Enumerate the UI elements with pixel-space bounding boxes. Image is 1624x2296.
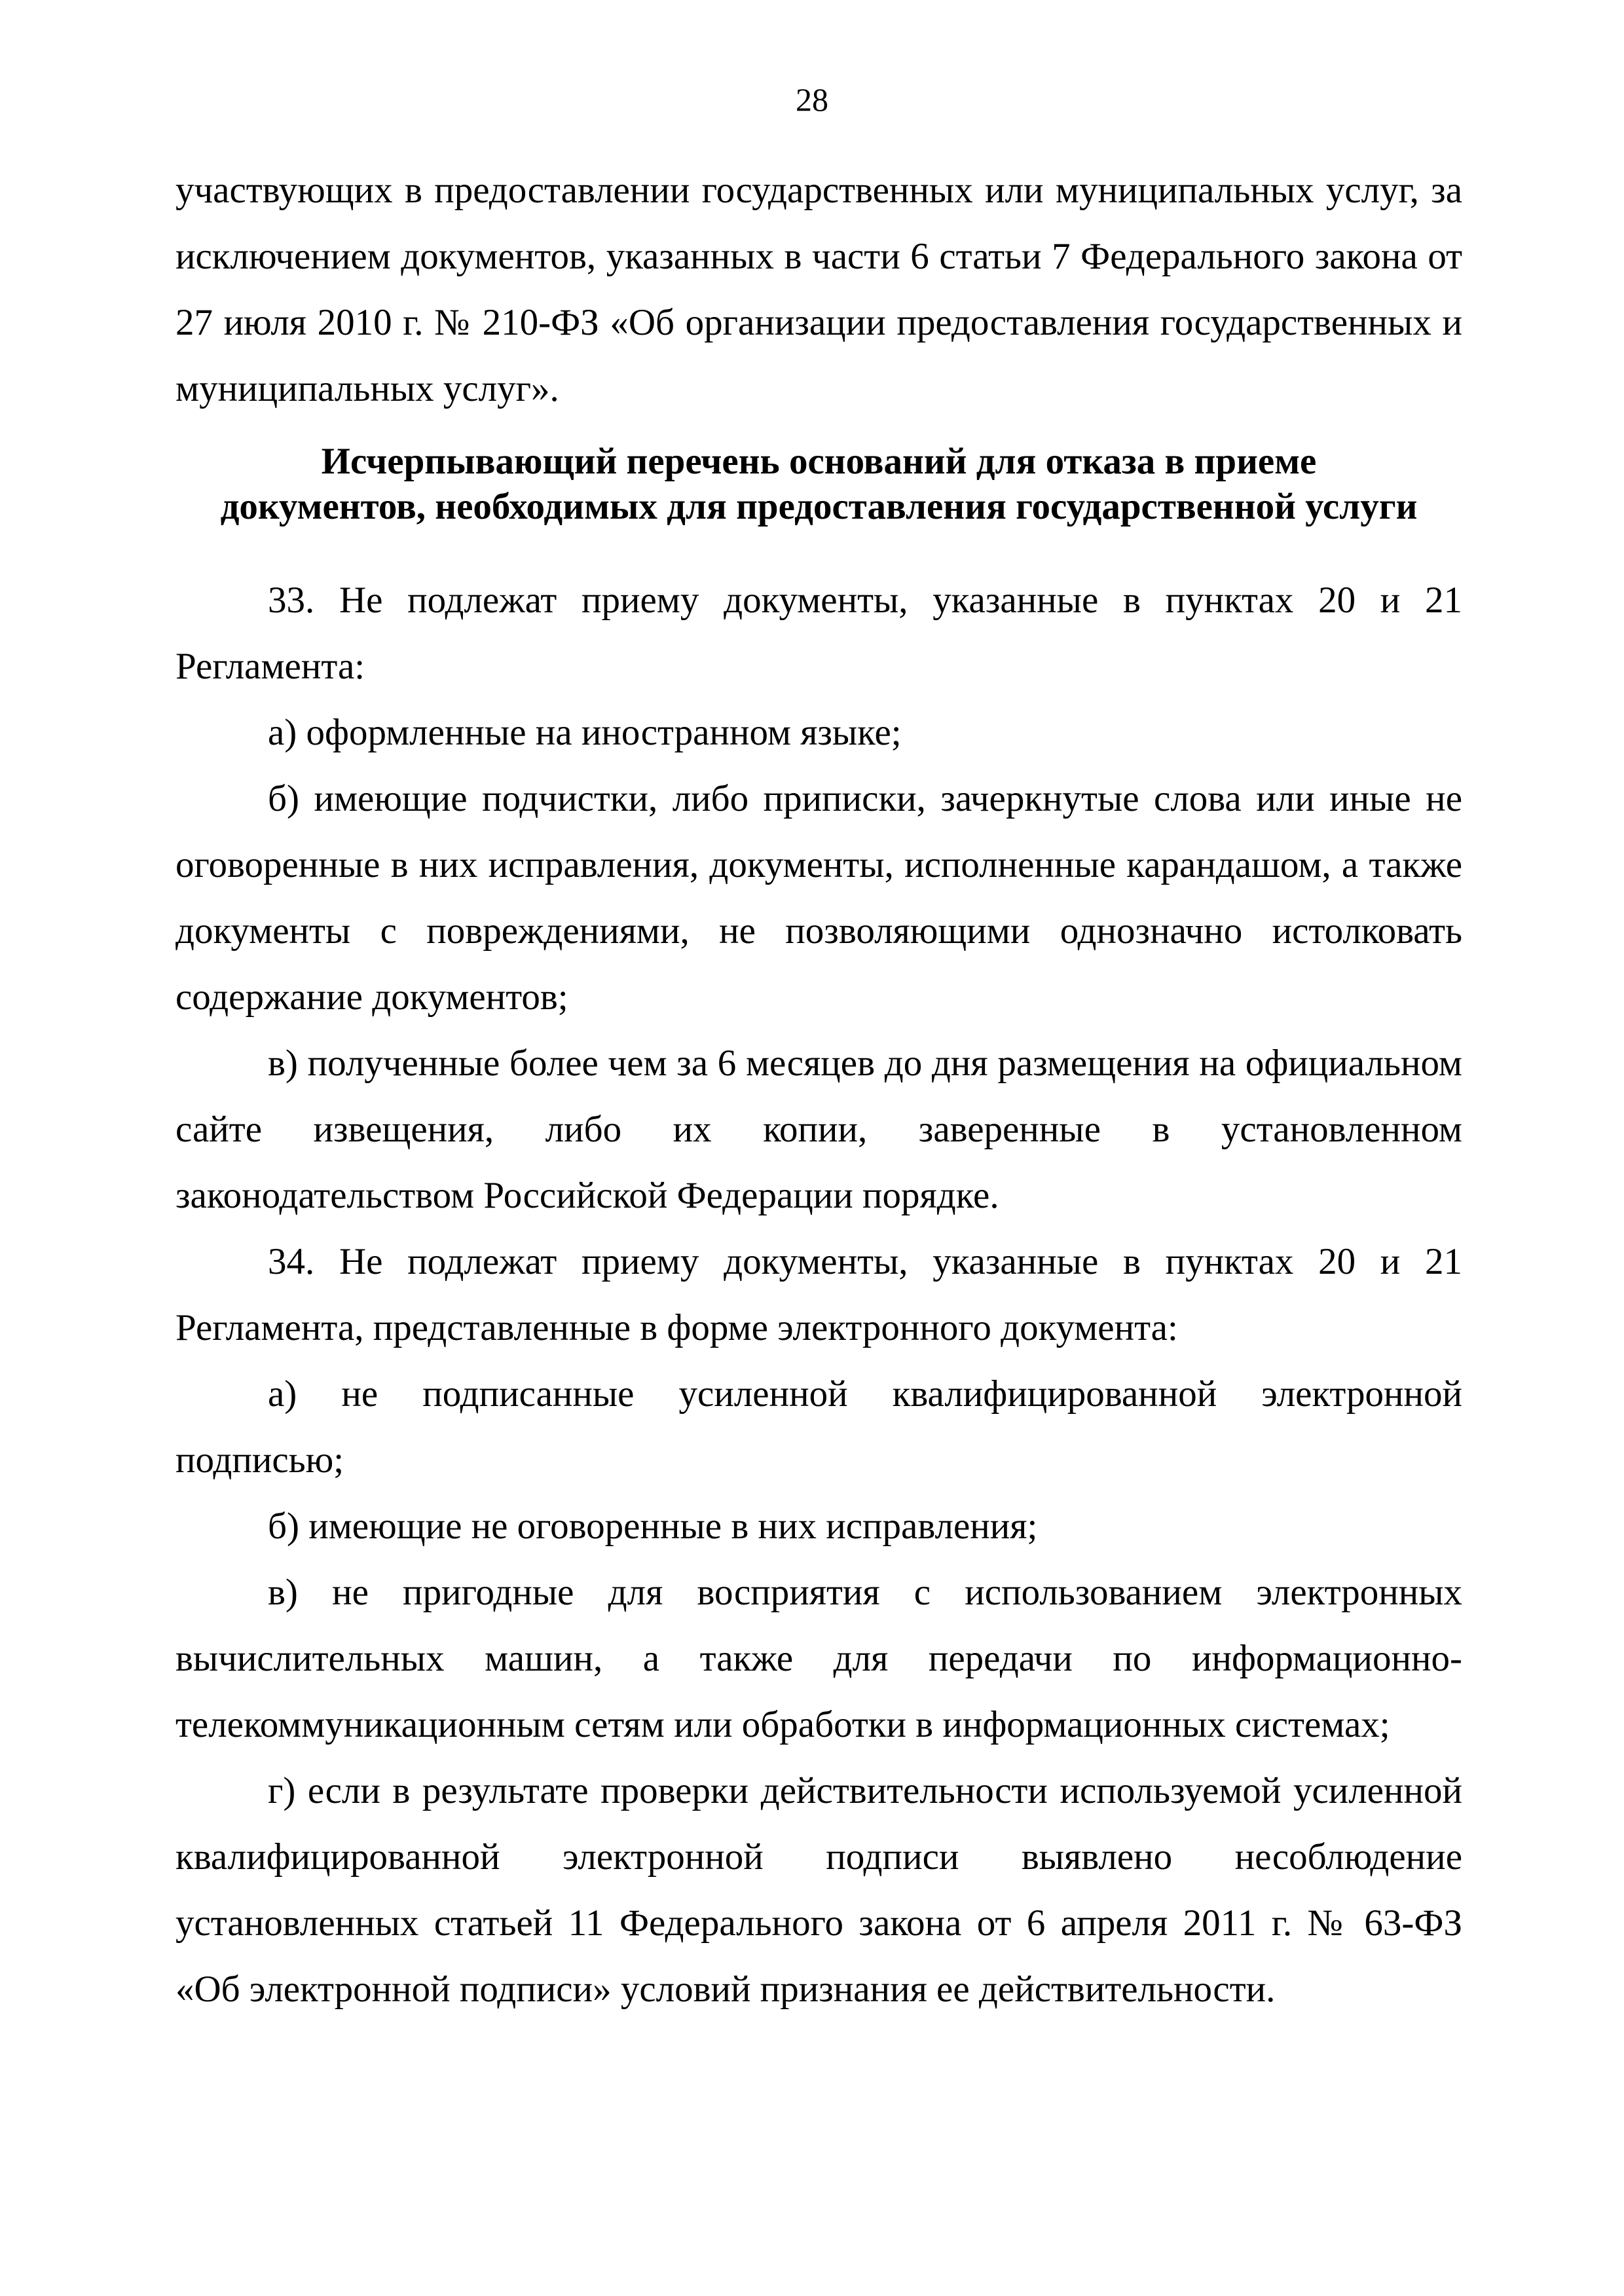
clause-33-a: а) оформленные на иностранном языке; bbox=[268, 712, 902, 753]
section-heading-line-2: документов, необходимых для предоставления государственной услуги bbox=[220, 486, 1418, 527]
clause-33-b: б) имеющие подчистки, либо приписки, зачеркнутые слова или иные не оговоренные в них исправления, документы, исполненные карандашом, а также документы с повреждениями, не позволяющими однозначно истолковать содержание документов; bbox=[175, 778, 1462, 1018]
clause-34-v: в) не пригодные для восприятия с использованием электронных вычислительных машин, а также для передачи по информационно-телекоммуникационным сетям или обработки в информационных системах; bbox=[175, 1572, 1462, 1745]
clause-34: 34. Не подлежат приему документы, указанные в пунктах 20 и 21 Регламента, представленные в форме электронного документа: bbox=[175, 1241, 1462, 1348]
paragraph-continuation: участвующих в предоставлении государственных или муниципальных услуг, за исключением документов, указанных в части 6 статьи 7 Федерального закона от 27 июля 2010 г. № 210-ФЗ «Об организации предоставления государственных и муниципальных услуг». bbox=[175, 170, 1462, 409]
section-heading bbox=[175, 439, 1462, 529]
clause-33-v: в) полученные более чем за 6 месяцев до дня размещения на официальном сайте извещения, либо их копии, заверенные в установленном законодательством Российской Федерации порядке. bbox=[175, 1043, 1462, 1216]
clause-34-g: г) если в результате проверки действительности используемой усиленной квалифицированной электронной подписи выявлено несоблюдение установленных статьей 11 Федерального закона от 6 апреля 2011 г. № 63-ФЗ «Об электронной подписи» условий признания ее действительности. bbox=[175, 1770, 1462, 2010]
document-body bbox=[175, 157, 1462, 2022]
clause-34-a: а) не подписанные усиленной квалифицированной электронной подписью; bbox=[175, 1373, 1462, 1481]
clause-34-b: б) имеющие не оговоренные в них исправления; bbox=[268, 1506, 1038, 1547]
page-number: 28 bbox=[796, 81, 828, 118]
clause-33: 33. Не подлежат приему документы, указанные в пунктах 20 и 21 Регламента: bbox=[175, 580, 1462, 687]
section-heading-line-1: Исчерпывающий перечень оснований для отказа в приеме bbox=[321, 441, 1317, 482]
